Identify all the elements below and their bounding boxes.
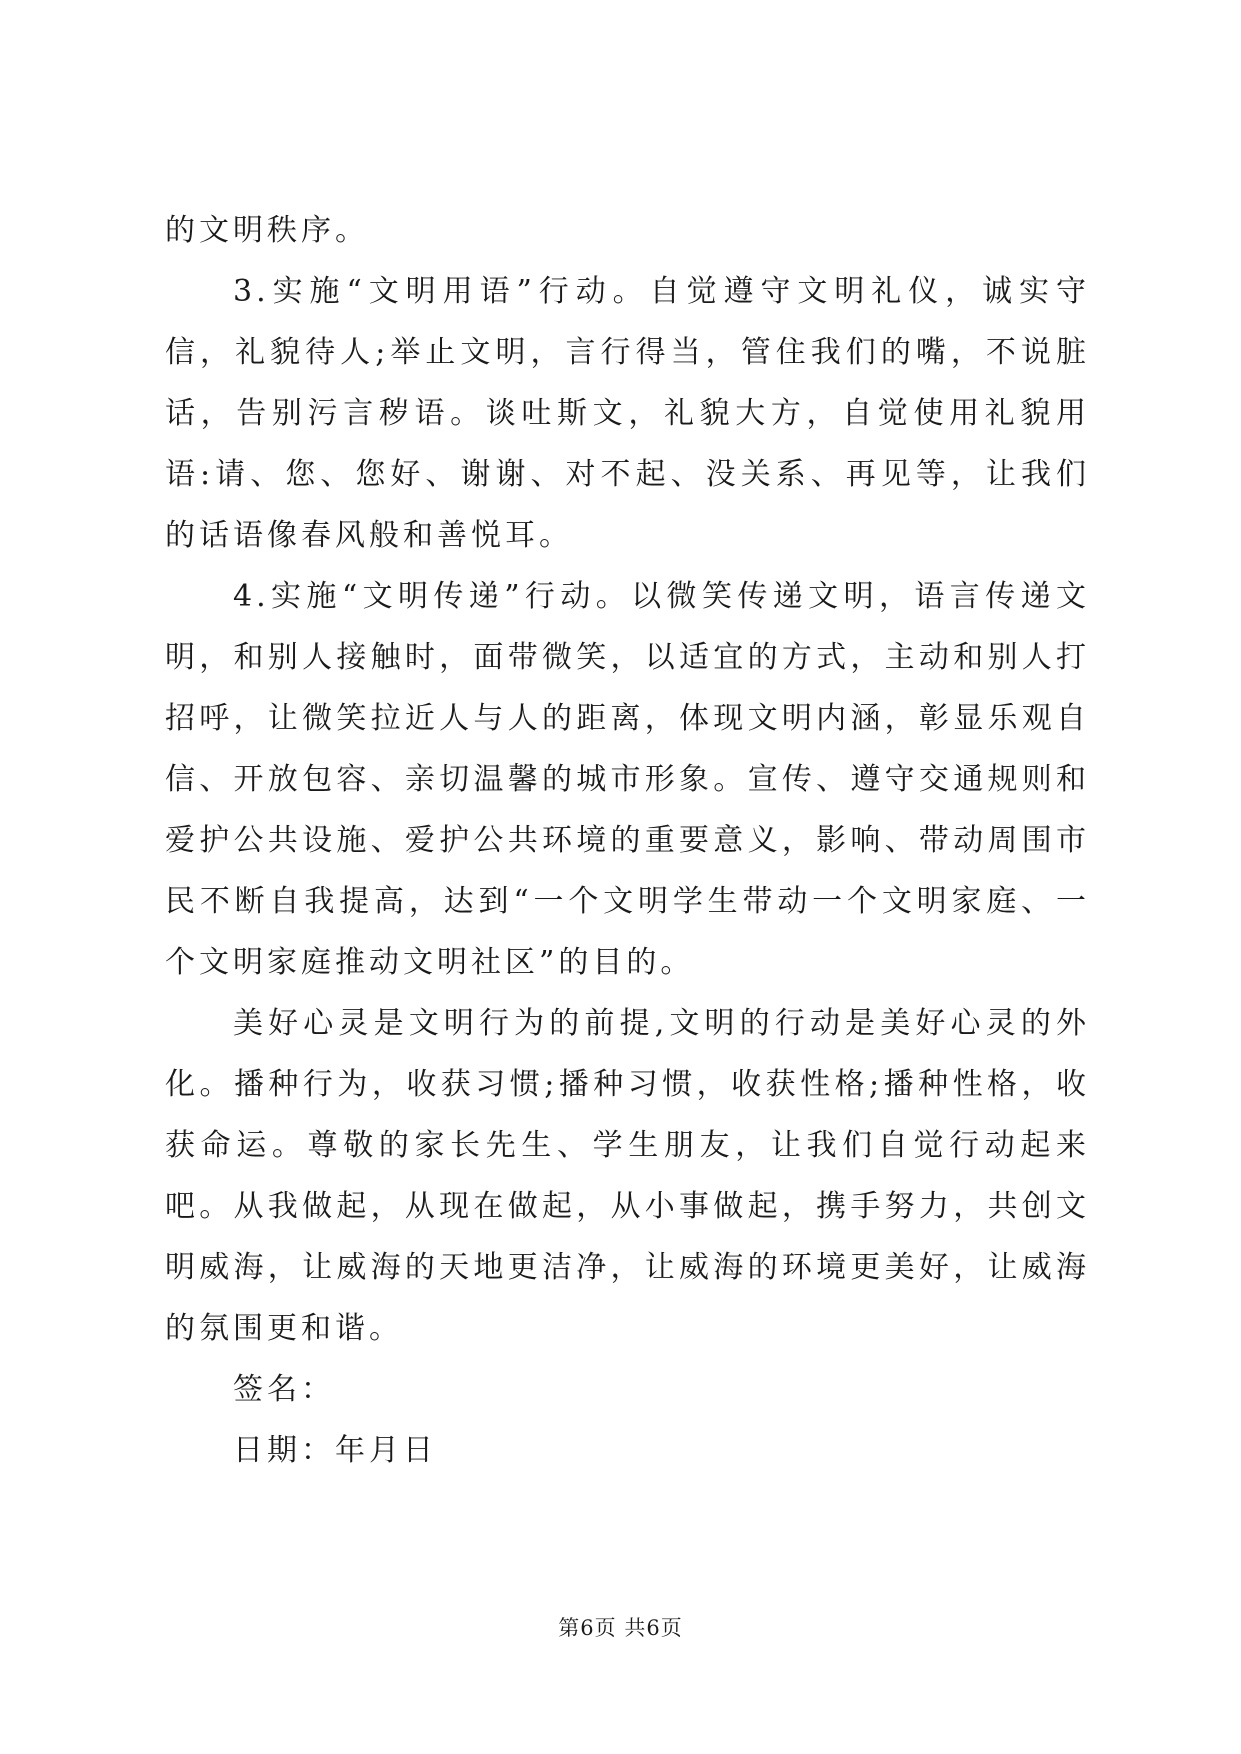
paragraph-civil-transmission: 4.实施“文明传递”行动。以微笑传递文明，语言传递文明，和别人接触时，面带微笑，以适宜的方式，主动和别人打招呼，让微笑拉近人与人的距离，体现文明内涵，彰显乐观自信、开放包容、亲切温馨的城市形象。宣传、遵守交通规则和爱护公共设施、爱护公共环境的重要意义，影响、带动周围市民不断自我提高，达到“一个文明学生带动一个文明家庭、一个文明家庭推动文明社区”的目的。 bbox=[165, 579, 1090, 980]
paragraph-conclusion: 美好心灵是文明行为的前提,文明的行动是美好心灵的外化。播种行为，收获习惯;播种习惯，收获性格;播种性格，收获命运。尊敬的家长先生、学生朋友，让我们自觉行动起来吧。从我做起，从现在做起，从小事做起，携手努力，共创文明威海，让威海的天地更洁净，让威海的环境更美好，让威海的氛围更和谐。 bbox=[165, 1006, 1090, 1346]
page-indicator: 第6页 共6页 bbox=[558, 1616, 683, 1640]
signature-label: 签名： bbox=[233, 1372, 335, 1407]
paragraph-civil-language: 3.实施“文明用语”行动。自觉遵守文明礼仪，诚实守信，礼貌待人;举止文明，言行得当，管住我们的嘴，不说脏话，告别污言秽语。谈吐斯文，礼貌大方，自觉使用礼貌用语:请、您、您好、谢谢、对不起、没关系、再见等，让我们的话语像春风般和善悦耳。 bbox=[165, 274, 1090, 553]
page-footer bbox=[0, 1612, 1241, 1642]
document-body bbox=[165, 200, 1090, 1481]
date-label: 日期：年月日 bbox=[233, 1433, 437, 1468]
paragraph-continuation: 的文明秩序。 bbox=[165, 213, 369, 248]
